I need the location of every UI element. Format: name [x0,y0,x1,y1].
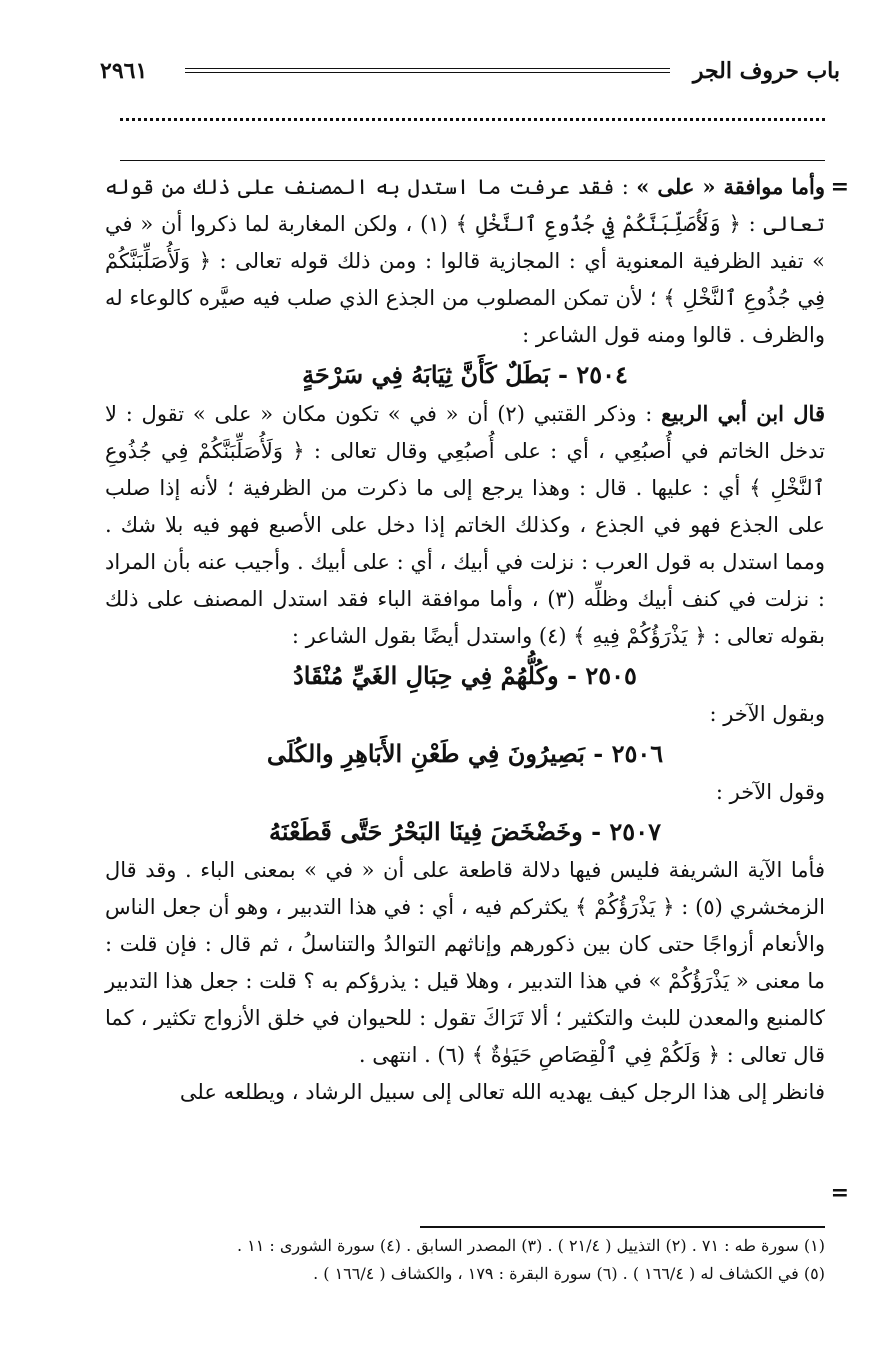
verse-2506: ٢٥٠٦ - بَصِيرُونَ فِي طَعْنِ الأَبَاهِرِ والكُلَى [266,739,664,768]
main-text [105,168,825,1111]
margin-mark-bottom: = [830,1180,849,1206]
footnote-row: (١) سورة طه : ٧١ . (٢) التذييل ( ٢١/٤ ) . (٣) المصدر السابق . (٤) سورة الشورى : ١١ . [236,1236,825,1255]
paragraph-text: : فقد عرفت ما استدل به المصنف على ذلك من قوله تعالى : ﴿ وَلَأُصَلِّبَنَّكُمْ فِي جُذُوعِ ٱلنَّخْلِ ﴾ (١) ، ولكن المغاربة لما ذكروا أن « في » تفيد الظرفية المعنوية أي : المجازية قالوا : ومن ذلك قوله تعالى : ﴿ وَلَأُصَلِّبَنَّكُمْ فِي جُذُوعِ ٱلنَّخْلِ ﴾ ؛ لأن تمكن المصلوب من الجذع الذي صلب فيه صيَّره كالوعاء له والظرف . قالوا ومنه قول الشاعر : [105,175,825,347]
page-number: ٢٩٦١ [100,58,148,84]
dotted-separator [120,118,825,121]
paragraph [105,395,825,655]
paragraph: وبقول الآخر : [709,702,825,726]
verse-2504: ٢٥٠٤ - بَطَلٌ كَأَنَّ ثِيَابَهُ فِي سَرْحَةٍ [302,360,628,389]
paragraph: فانظر إلى هذا الرجل كيف يهديه الله تعالى إلى سبيل الرشاد ، ويطلعه على [179,1080,825,1104]
footnote-rule [420,1226,825,1228]
paragraph-lead: قال ابن أبي الربيع [661,401,825,426]
header-rule [185,68,670,73]
separator-line [120,160,825,161]
verse-2505: ٢٥٠٥ - وكُلُّهُمْ فِي حِبَالِ الغَيِّ مُنْقَادُ [293,661,637,690]
paragraph [105,168,825,354]
paragraph: فأما الآية الشريفة فليس فيها دلالة قاطعة على أن « في » بمعنى الباء . وقد قال الزمخشري (٥) : ﴿ يَذْرَؤُكُمْ ﴾ يكثركم فيه ، أي : في هذا التدبير ، وهو أن جعل الناس والأنعام أزواجًا حتى كان بين ذكورهم وإناثهم التوالدُ والتناسلُ ، ثم قال : فإن قلت : ما معنى « يَذْرَؤُكُمْ » في هذا التدبير ، وهلا قيل : يذرؤكم به ؟ قلت : جعل هذا التدبير كالمنبع والمعدن للبث والتكثير ؛ ألا تَرَاكَ تقول : للحيوان في خلق الأزواج تكثير ، كما قال تعالى : ﴿ وَلَكُمْ فِي ٱلْقِصَاصِ حَيَوٰةٌ ﴾ (٦) . انتهى . [105,858,826,1067]
paragraph-lead: وأما موافقة « على » [636,174,825,199]
page-header [100,58,840,94]
verse-2507: ٢٥٠٧ - وخَضْخَضَ فِينَا البَحْرُ حَتَّى قَطَعْنَهُ [269,817,661,846]
paragraph-text: : وذكر القتبي (٢) أن « في » تكون مكان « على » تقول : لا تدخل الخاتم في أُصبُعِي ، أي : على أُصبُعِي وقال تعالى : ﴿ وَلَأُصَلِّبَنَّكُمْ فِي جُذُوعِ ٱلنَّخْلِ ﴾ أي : عليها . قال : وهذا يرجع إلى ما ذكرت من الظرفية ؛ لأنه إذا صلب على الجذع فهو في الجذع ، وكذلك الخاتم إذا دخل على الأصبع فهو فيه بلا شك . ومما استدل به قول العرب : نزلت في أبيك ، أي : على أبيك . وأجيب عنه بأن المراد : نزلت في كنف أبيك وظلِّه (٣) ، وأما موافقة الباء فقد استدل المصنف على ذلك بقوله تعالى : ﴿ يَذْرَؤُكُمْ فِيهِ ﴾ (٤) واستدل أيضًا بقول الشاعر : [105,402,825,648]
chapter-title: باب حروف الجر [692,58,840,84]
footnote-row: (٥) في الكشاف له ( ١٦٦/٤ ) . (٦) سورة البقرة : ١٧٩ ، والكشاف ( ١٦٦/٤ ) . [313,1264,825,1283]
paragraph: وقول الآخر : [715,780,825,804]
margin-mark-top: = [830,174,849,200]
footnotes [100,1232,825,1288]
